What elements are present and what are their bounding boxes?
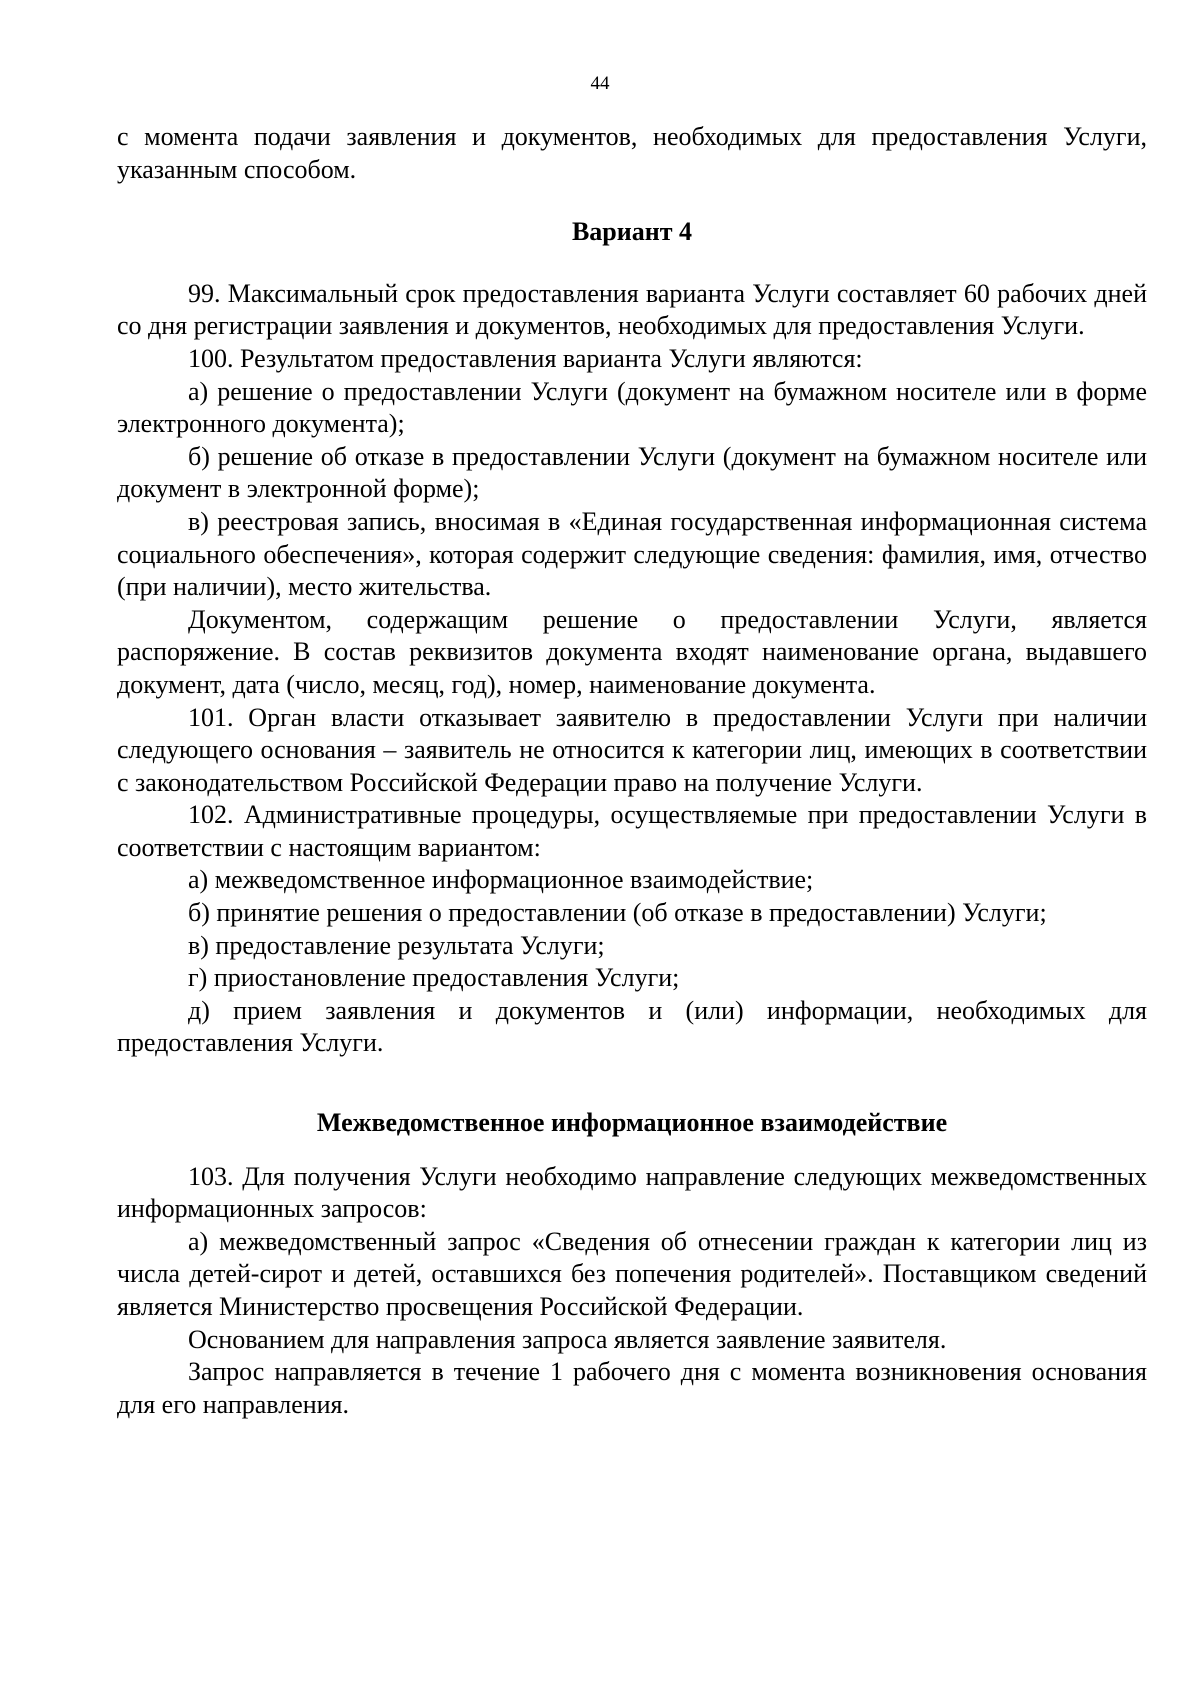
- variant-heading: Вариант 4: [571, 217, 693, 247]
- paragraph-100: 100. Результатом предоставления варианта Услуги являются:: [188, 343, 863, 373]
- list-item-g: г) приостановление предоставления Услуги;: [188, 963, 680, 993]
- page-number: 44: [590, 73, 610, 94]
- list-item-a: а) межведомственный запрос «Сведения об отнесении граждан к категории лиц из числа детей-сирот и детей, оставшихся без попечения родителей». Поставщиком сведений является Министерство просвещения Российской Федерации.: [117, 1226, 1147, 1321]
- paragraph-101: 101. Орган власти отказывает заявителю в предоставлении Услуги при наличии следующего основания – заявитель не относится к категории лиц, имеющих в соответствии с законодательством Российской Федерации право на получение Услуги.: [117, 702, 1147, 797]
- paragraph-document: Документом, содержащим решение о предоставлении Услуги, является распоряжение. В состав реквизитов документа входят наименование органа, выдавшего документ, дата (число, месяц, год), номер, наименование документа.: [117, 604, 1147, 699]
- list-item-v: в) предоставление результата Услуги;: [188, 930, 605, 960]
- list-item-b: б) принятие решения о предоставлении (об отказе в предоставлении) Услуги;: [188, 898, 1047, 928]
- list-item-b: б) решение об отказе в предоставлении Услуги (документ на бумажном носителе или документ в электронной форме);: [117, 441, 1147, 504]
- paragraph-102: 102. Административные процедуры, осуществляемые при предоставлении Услуги в соответствии с настоящим вариантом:: [117, 800, 1147, 862]
- paragraph: с момента подачи заявления и документов, необходимых для предоставления Услуги, указанным способом.: [117, 122, 1147, 184]
- list-item-v: в) реестровая запись, вносимая в «Единая государственная информационная система социального обеспечения», которая содержит следующие сведения: фамилия, имя, отчество (при наличии), место жительства.: [117, 506, 1147, 602]
- paragraph-basis: Основанием для направления запроса является заявление заявителя.: [188, 1324, 947, 1354]
- list-item-a: а) межведомственное информационное взаимодействие;: [188, 865, 814, 895]
- section-heading: Межведомственное информационное взаимодействие: [316, 1108, 948, 1138]
- paragraph-99: 99. Максимальный срок предоставления варианта Услуги составляет 60 рабочих дней со дня регистрации заявления и документов, необходимых для предоставления Услуги.: [117, 278, 1147, 341]
- paragraph-103: 103. Для получения Услуги необходимо направление следующих межведомственных информационных запросов:: [117, 1161, 1147, 1224]
- list-item-d: д) прием заявления и документов и (или) информации, необходимых для предоставления Услуги.: [117, 995, 1147, 1058]
- paragraph-request: Запрос направляется в течение 1 рабочего дня с момента возникновения основания для его направления.: [117, 1357, 1147, 1419]
- list-item-a: а) решение о предоставлении Услуги (документ на бумажном носителе или в форме электронного документа);: [117, 376, 1147, 439]
- document-body: [117, 121, 1147, 1421]
